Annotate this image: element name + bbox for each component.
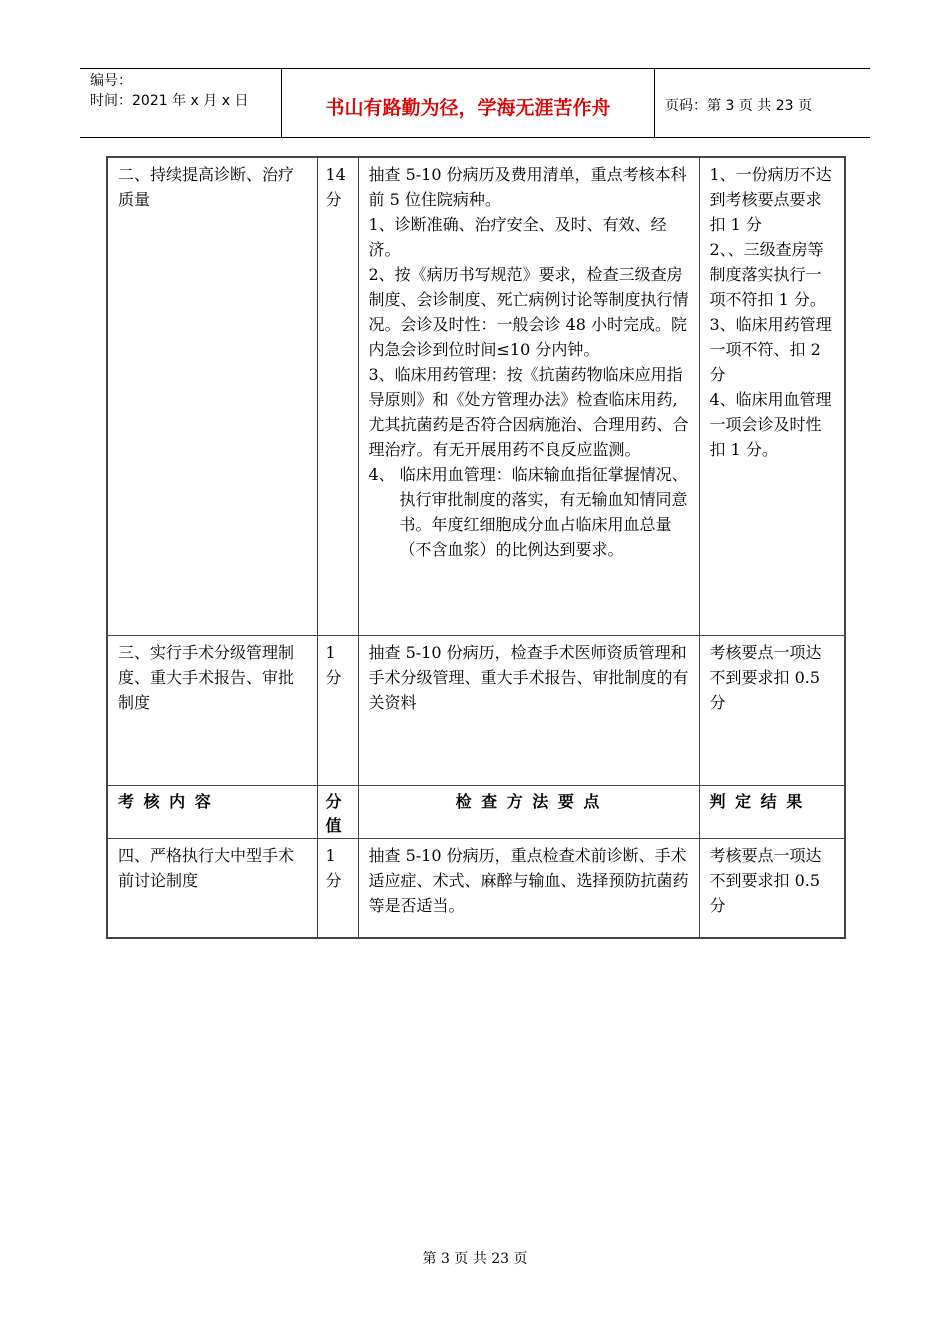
assessment-table-wrapper [106,156,846,939]
page-label: 页码：第 3 页 共 23 页 [665,98,812,114]
method-paragraph: 4、 临床用血管理：临床输血指征掌握情况、执行审批制度的落实，有无输血知情同意书。年度红细胞成分血占临床用血总量（不含血浆）的比例达到要求。 [368,465,688,559]
number-label: 编号： [90,73,132,89]
content-cell: 四、严格执行大中型手术前讨论制度 [107,838,317,938]
table-header-row [107,785,845,838]
score-cell: 1 分 [317,635,358,785]
header-result-cell: 判 定 结 果 [699,785,845,838]
method-paragraph: 抽查 5-10 份病历及费用清单，重点考核本科前 5 位住院病种。 [368,165,687,209]
table-row [107,635,845,785]
result-cell: 考核要点一项达不到要求扣 0.5 分 [699,838,845,938]
score-cell: 1 分 [317,838,358,938]
header-score-cell: 分值 [317,785,358,838]
method-paragraph: 1、诊断准确、治疗安全、及时、有效、经济。 [368,215,667,259]
table-row [107,838,845,938]
result-cell: 1、一份病历不达到考核要点要求扣 1 分 2、、三级查房等制度落实执行一项不符扣 1 分。 3、临床用药管理一项不符、扣 2 分 4、临床用血管理一项会诊及时性扣 1 分。 [699,157,845,635]
page-header [80,68,870,138]
method-paragraph: 3、临床用药管理：按《抗菌药物临床应用指导原则》和《处方管理办法》检查临床用药, 尤其抗菌药是否符合因病施治、合理用药、合理治疗。有无开展用药不良反应监测。 [368,365,689,459]
method-cell [358,157,699,635]
page-footer: 第 3 页 共 23 页 [422,1251,528,1267]
content-cell: 二、持续提高诊断、治疗质量 [107,157,317,635]
header-info-cell [80,69,282,137]
result-cell: 考核要点一项达不到要求扣 0.5 分 [699,635,845,785]
method-cell: 抽查 5-10 份病历，检查手术医师资质管理和手术分级管理、重大手术报告、审批制度的有关资料 [358,635,699,785]
header-content-cell: 考 核 内 容 [107,785,317,838]
header-method-cell: 检 查 方 法 要 点 [358,785,699,838]
score-cell: 14 分 [317,157,358,635]
date-label: 时间：2021 年 x 月 x 日 [90,93,249,109]
content-cell: 三、实行手术分级管理制度、重大手术报告、审批制度 [107,635,317,785]
motto: 书山有路勤为径，学海无涯苦作舟 [282,69,655,137]
table-row [107,157,845,635]
method-paragraph: 2、按《病历书写规范》要求，检查三级查房制度、会诊制度、死亡病例讨论等制度执行情况。会诊及时性：一般会诊 48 小时完成。院内急会诊到位时间≤10 分内钟。 [368,265,689,359]
method-cell: 抽查 5-10 份病历，重点检查术前诊断、手术适应症、术式、麻醉与输血、选择预防抗菌药等是否适当。 [358,838,699,938]
assessment-table [106,156,846,939]
